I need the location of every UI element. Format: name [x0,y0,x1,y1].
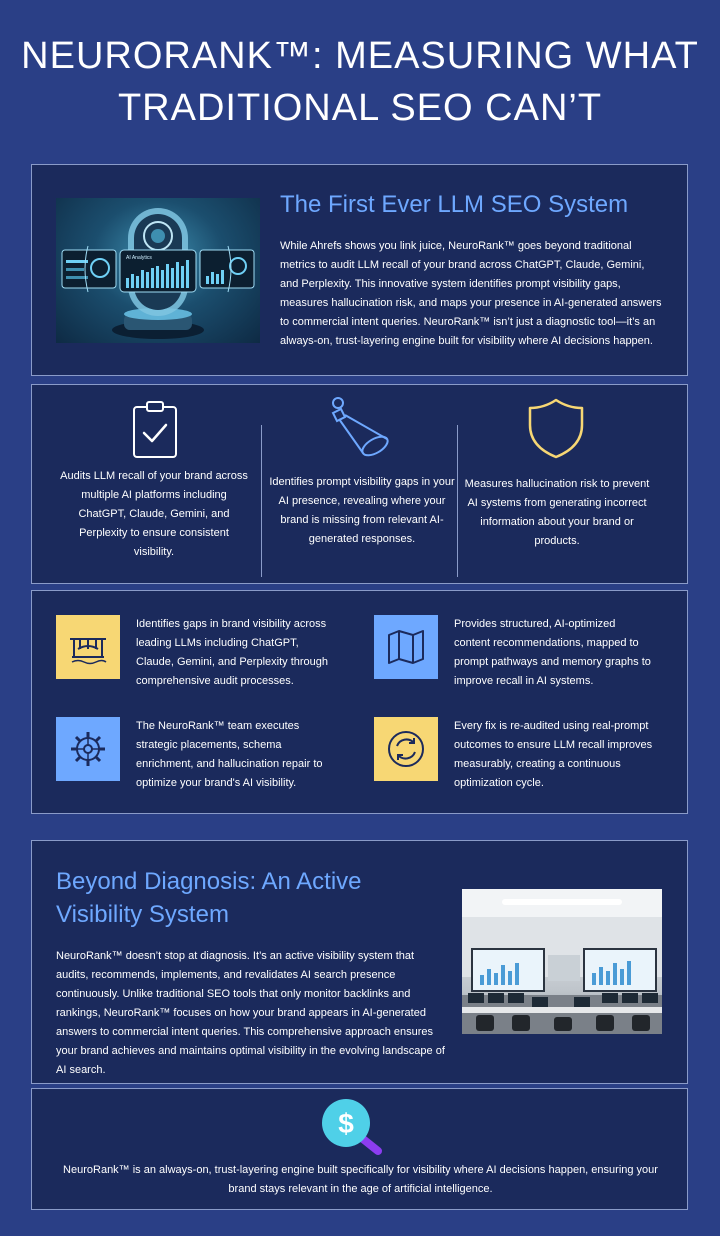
refresh-cycle-icon [386,729,426,769]
svg-text:$: $ [338,1108,354,1139]
page-title [0,30,720,134]
step-text: Provides structured, AI-optimized content recommendations, mapped to prompt pathways and memory graphs to improve recall in AI systems. [454,618,651,687]
closing-panel [31,1088,688,1210]
step-text: Every fix is re-audited using real-prompt outcomes to ensure LLM recall improves measurably, creating a continuous optimization cycle. [454,720,653,789]
beyond-heading: Beyond Diagnosis: An Active Visibility System [56,868,362,928]
step-text: The NeuroRank™ team executes strategic placements, schema enrichment, and hallucination repair to optimize your brand's AI visibility. [136,720,323,789]
closing-text: NeuroRank™ is an always-on, trust-layering engine built specifically for visibility where AI decisions happen, ensuring your brand stays relevant in the age of artificial intelligence. [63,1164,658,1195]
page-title-line-1: NEURORANK™: MEASURING WHAT [21,35,699,77]
step-tile-reaudit [374,717,438,781]
spotlight-icon [327,395,393,461]
beyond-paragraph: NeuroRank™ doesn’t stop at diagnosis. It’s an active visibility system that audits, recommends, implements, and revalidates AI search presence continuously. Unlike traditional SEO tools that only monitor backlinks and rankings, NeuroRank™ focuses on how your brand appears in AI-generated answers to commercial intent queries. This comprehensive approach ensures your brand achieves and maintains optimal visibility in the evolving landscape of AI search. [56,950,445,1076]
gear-icon [68,729,108,769]
step-tile-audit [56,615,120,679]
feature-text: Measures hallucination risk to prevent AI systems from generating incorrect information about your brand or products. [464,478,650,547]
image-label: AI Analytics [126,255,152,261]
beyond-panel [31,840,688,1084]
robot-dashboard-image [56,198,260,343]
page-title-line-2: TRADITIONAL SEO CAN’T [117,87,603,129]
control-room-image [462,889,662,1034]
feature-visibility [257,385,467,585]
step-tile-recommend [374,615,438,679]
intro-heading: The First Ever LLM SEO System [280,191,629,218]
clipboard-check-icon [132,399,178,459]
bridge-icon [68,627,108,667]
features-panel [31,384,688,584]
feature-hallucination [452,385,662,585]
intro-paragraph: While Ahrefs shows you link juice, NeuroRank™ goes beyond traditional metrics to audit LLM recall of your brand across ChatGPT, Claude, Gemini, and Perplexity. This innovative system identifies prompt visibility gaps, measures hallucination risk, and maps your presence in AI-generated answers to commercial intent queries. NeuroRank™ isn’t just a diagnostic tool—it’s an always-on, trust-layering engine built for visibility where AI decisions happen. [280,240,662,347]
feature-audit [49,385,259,585]
step-tile-execute [56,717,120,781]
step-text: Identifies gaps in brand visibility across leading LLMs including ChatGPT, Claude, Gemini, and Perplexity through comprehensive audit processes. [136,618,328,687]
feature-text: Audits LLM recall of your brand across multiple AI platforms including ChatGPT, Claude, Gemini, and Perplexity to ensure consistent visibility. [60,470,248,558]
dollar-search-icon [320,1097,386,1157]
map-icon [386,627,426,667]
shield-icon [527,397,585,459]
intro-panel [31,164,688,376]
steps-panel [31,590,688,814]
feature-text: Identifies prompt visibility gaps in your AI presence, revealing where your brand is missing from relevant AI-generated responses. [269,476,455,545]
